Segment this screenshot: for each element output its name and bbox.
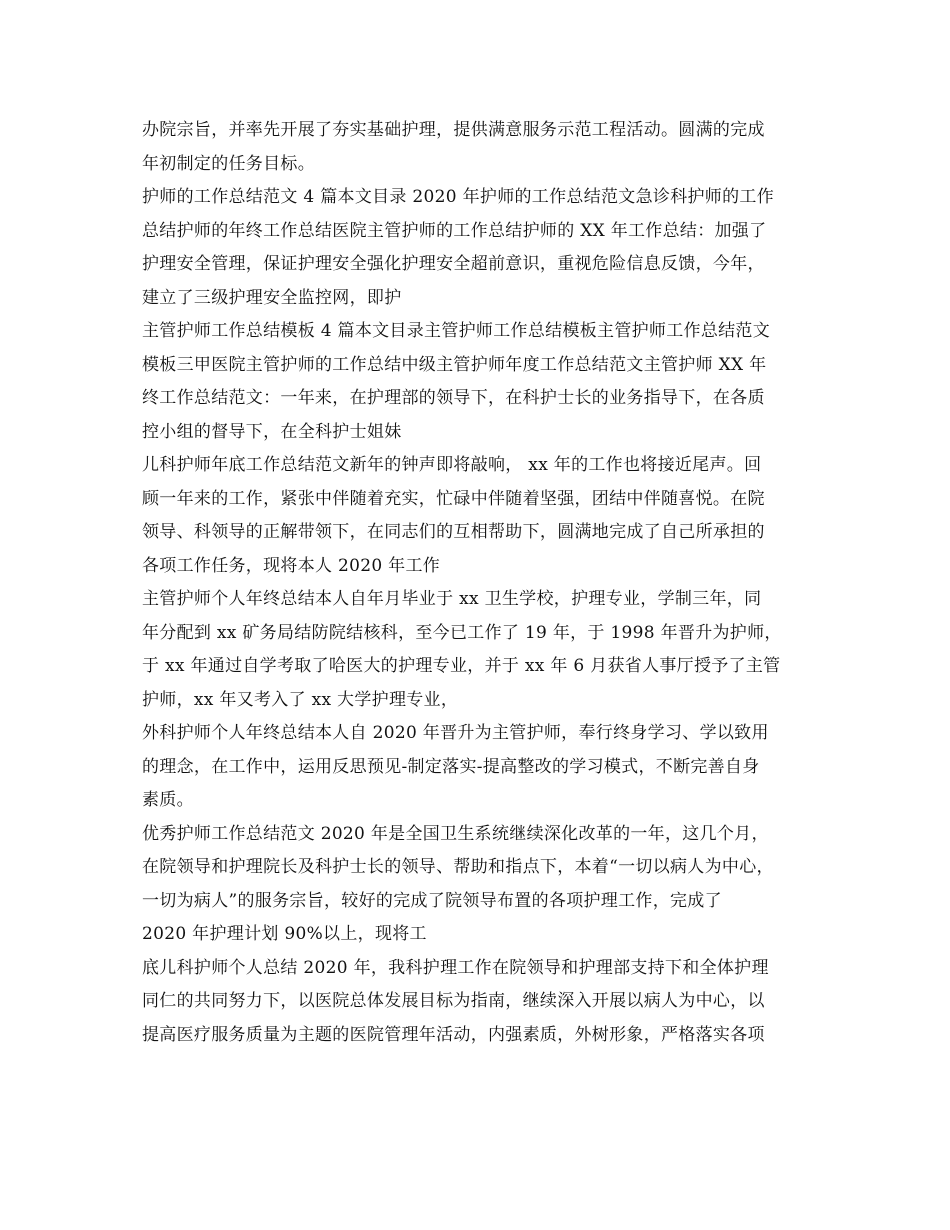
text-line: 在院领导和护理院长及科护士长的领导、帮助和指点下，本着“一切以病人为中心， bbox=[142, 857, 774, 877]
text-line: 底儿科护师个人总结 2020 年，我科护理工作在院领导和护理部支持下和全体护理 bbox=[142, 957, 769, 978]
text-line: 护师，xx 年又考入了 xx 大学护理专业， bbox=[142, 689, 459, 710]
paragraph-pediatric-year-end bbox=[142, 449, 822, 583]
paragraph-pediatric-personal bbox=[142, 952, 822, 1053]
text-line: 终工作总结范文：一年来，在护理部的领导下，在科护士长的业务指导下，在各质 bbox=[142, 388, 765, 408]
text-line: 顾一年来的工作，紧张中伴随着充实，忙碌中伴随着坚强，团结中伴随喜悦。在院 bbox=[142, 488, 765, 509]
paragraph-head-nurse-personal bbox=[142, 583, 822, 717]
paragraph-nurse-summary-4 bbox=[142, 181, 822, 315]
text-line: 同仁的共同努力下，以医院总体发展目标为指南，继续深入开展以病人为中心，以 bbox=[142, 991, 765, 1011]
text-line: 一切为病人”的服务宗旨，较好的完成了院领导布置的各项护理工作，完成了 bbox=[142, 890, 722, 911]
text-line: 护师的工作总结范文 4 篇本文目录 2020 年护师的工作总结范文急诊科护师的工作 bbox=[142, 187, 774, 207]
text-line: 总结护师的年终工作总结医院主管护师的工作总结护师的 XX 年工作总结：加强了 bbox=[142, 220, 767, 241]
text-line: 2020 年护理计划 90%以上，现将工 bbox=[142, 924, 427, 944]
text-line: 提高医疗服务质量为主题的医院管理年活动，内强素质，外树形象，严格落实各项 bbox=[142, 1024, 765, 1045]
text-line: 年分配到 xx 矿务局结防院结核科，至今已工作了 19 年，于 1998 年晋升为护师， bbox=[142, 622, 782, 643]
text-line: 优秀护师工作总结范文 2020 年是全国卫生系统继续深化改革的一年，这几个月， bbox=[142, 823, 769, 844]
text-line: 控小组的督导下，在全科护士姐妹 bbox=[142, 421, 402, 442]
text-line: 主管护师工作总结模板 4 篇本文目录主管护师工作总结模板主管护师工作总结范文 bbox=[142, 321, 771, 341]
text-line: 儿科护师年底工作总结范文新年的钟声即将敲响， xx 年的工作也将接近尾声。回 bbox=[142, 455, 762, 475]
document-body bbox=[142, 114, 822, 1052]
text-line: 素质。 bbox=[142, 790, 194, 810]
text-line: 护理安全管理，保证护理安全强化护理安全超前意识，重视危险信息反馈，今年， bbox=[142, 254, 765, 274]
text-line: 模板三甲医院主管护师的工作总结中级主管护师年度工作总结范文主管护师 XX 年 bbox=[142, 354, 767, 375]
text-line: 主管护师个人年终总结本人自年月毕业于 xx 卫生学校，护理专业，学制三年，同 bbox=[142, 589, 762, 609]
text-line: 外科护师个人年终总结本人自 2020 年晋升为主管护师，奉行终身学习、学以致用 bbox=[142, 723, 769, 743]
paragraph-head-nurse-template bbox=[142, 315, 822, 449]
text-line: 各项工作任务，现将本人 2020 年工作 bbox=[142, 555, 441, 576]
paragraph-surgical-nurse bbox=[142, 717, 822, 818]
paragraph-hospital-purpose bbox=[142, 114, 822, 181]
text-line: 领导、科领导的正解带领下，在同志们的互相帮助下，圆满地完成了自己所承担的 bbox=[142, 522, 765, 542]
text-line: 的理念，在工作中，运用反思预见-制定落实-提高整改的学习模式，不断完善自身 bbox=[142, 756, 760, 777]
text-line: 于 xx 年通过自学考取了哈医大的护理专业，并于 xx 年 6 月获省人事厅授予了主管 bbox=[142, 656, 781, 676]
paragraph-excellent-nurse bbox=[142, 818, 822, 952]
text-line: 办院宗旨，并率先开展了夯实基础护理，提供满意服务示范工程活动。圆满的完成 bbox=[142, 120, 765, 140]
text-line: 年初制定的任务目标。 bbox=[142, 153, 315, 174]
text-line: 建立了三级护理安全监控网，即护 bbox=[142, 287, 402, 308]
